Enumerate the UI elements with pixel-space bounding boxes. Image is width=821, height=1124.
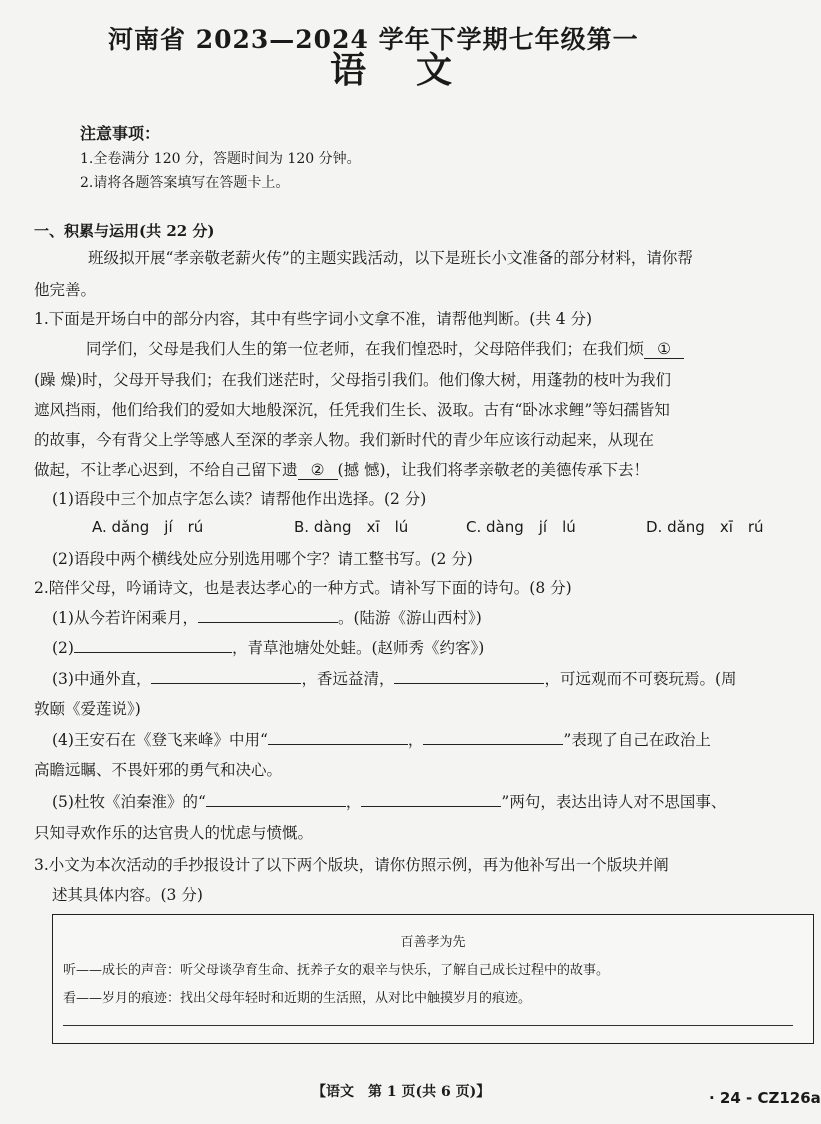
option-a: A. dǎng jí rú — [92, 518, 204, 536]
poem-text: (3)中通外直， — [52, 670, 152, 688]
pinyin-options — [0, 516, 794, 540]
poem-text: (1)从今若许闲乘月， — [52, 609, 198, 627]
answer-blank[interactable] — [361, 806, 501, 807]
blank-2-marker: ② — [298, 461, 338, 480]
passage-text: (撼 憾)，让我们将孝亲敬老的美德传承下去！ — [337, 461, 650, 479]
answer-blank[interactable] — [394, 683, 544, 684]
poem-line: 只知寻欢作乐的达官贵人的忧虑与愤慨。 — [34, 824, 314, 842]
passage-line: 遮风挡雨，他们给我们的爱如大地般深沉，任凭我们生长、汲取。古有“卧冰求鲤”等妇孺皆知 — [34, 401, 670, 419]
poem-line — [52, 728, 711, 750]
answer-blank[interactable] — [151, 683, 301, 684]
question-2-stem: 2.陪伴父母，吟诵诗文，也是表达孝心的一种方式。请补写下面的诗句。(8 分) — [34, 579, 572, 597]
poem-line — [52, 606, 482, 628]
blank-1-marker: ① — [644, 340, 684, 359]
notes-heading: 注意事项： — [80, 124, 161, 143]
passage-text: 同学们，父母是我们人生的第一位老师，在我们惶恐时，父母陪伴我们；在我们烦 — [86, 340, 645, 358]
option-b: B. dàng xī lú — [294, 518, 409, 536]
option-c: C. dàng jí lú — [466, 518, 576, 536]
answer-blank[interactable] — [206, 806, 346, 807]
passage-line: (躁 燥)时，父母开导我们；在我们迷茫时，父母指引我们。他们像大树，用蓬勃的枝叶为我们 — [34, 371, 672, 389]
note-item: 2.请将各题答案填写在答题卡上。 — [80, 175, 290, 191]
poem-line: 高瞻远瞩、不畏奸邪的勇气和决心。 — [34, 761, 283, 779]
question-3-stem: 述其具体内容。(3 分) — [52, 886, 203, 904]
box-line-listen: 听——成长的声音：听父母谈孕育生命、抚养子女的艰辛与快乐，了解自己成长过程中的故事。 — [63, 963, 610, 978]
passage-line — [86, 337, 684, 359]
answer-blank[interactable] — [198, 622, 338, 623]
option-d: D. dǎng xī rú — [646, 518, 764, 536]
exam-code: · 24 - CZ126a — [709, 1089, 821, 1107]
poem-text: (4)王安石在《登飞来峰》中用“ — [52, 731, 268, 749]
subject-title: 语文 — [330, 49, 503, 91]
poem-text: ”两句，表达出诗人对不思国事、 — [501, 793, 727, 811]
poem-text: ， — [407, 731, 424, 749]
question-1-stem: 1.下面是开场白中的部分内容，其中有些字词小文拿不准，请帮他判断。(共 4 分) — [34, 310, 593, 328]
poem-text: 。(陆游《游山西村》) — [337, 609, 482, 627]
answer-line[interactable] — [63, 1025, 793, 1026]
box-line-look: 看——岁月的痕迹：找出父母年轻时和近期的生活照，从对比中触摸岁月的痕迹。 — [63, 991, 532, 1006]
passage-line: 的故事，今有背父上学等感人至深的孝亲人物。我们新时代的青少年应该行动起来，从现在 — [34, 431, 655, 449]
section-heading: 一、积累与运用(共 22 分) — [34, 222, 215, 240]
poem-line — [52, 790, 726, 812]
answer-blank[interactable] — [74, 652, 232, 653]
passage-line — [34, 458, 649, 480]
poem-line: 敦颐《爱莲说》) — [34, 700, 141, 718]
page-footer: 【语文 第 1 页(共 6 页)】 — [312, 1084, 491, 1100]
answer-blank[interactable] — [423, 744, 563, 745]
question-1-sub-2: (2)语段中两个横线处应分别选用哪个字？请工整书写。(2 分) — [52, 550, 473, 568]
poem-line — [52, 636, 484, 658]
section-intro-line: 他完善。 — [34, 281, 97, 299]
poem-line — [52, 667, 737, 689]
poem-text: (5)杜牧《泊秦淮》的“ — [52, 793, 206, 811]
question-1-sub-1: (1)语段中三个加点字怎么读？请帮他作出选择。(2 分) — [52, 490, 427, 508]
box-title: 百善孝为先 — [400, 935, 466, 950]
exam-header-title: 河南省 2023—2024 学年下学期七年级第一 — [108, 25, 639, 54]
question-3-stem: 3.小文为本次活动的手抄报设计了以下两个版块，请你仿照示例，再为他补写出一个版块并阐 — [34, 856, 669, 874]
poem-text: ， — [345, 793, 362, 811]
poem-text: ，香远益清， — [301, 670, 395, 688]
note-item: 1.全卷满分 120 分，答题时间为 120 分钟。 — [80, 151, 361, 167]
poem-text: ，青草池塘处处蛙。(赵师秀《约客》) — [231, 639, 485, 657]
section-intro-line: 班级拟开展“孝亲敬老薪火传”的主题实践活动，以下是班长小文准备的部分材料，请你帮 — [88, 249, 693, 267]
poem-text: ”表现了自己在政治上 — [563, 731, 711, 749]
handout-example-box — [52, 914, 814, 1044]
passage-text: 做起，不让孝心迟到，不给自己留下遗 — [34, 461, 298, 479]
poem-text: ，可远观而不可亵玩焉。(周 — [544, 670, 737, 688]
poem-text: (2) — [52, 639, 74, 657]
answer-blank[interactable] — [268, 744, 408, 745]
